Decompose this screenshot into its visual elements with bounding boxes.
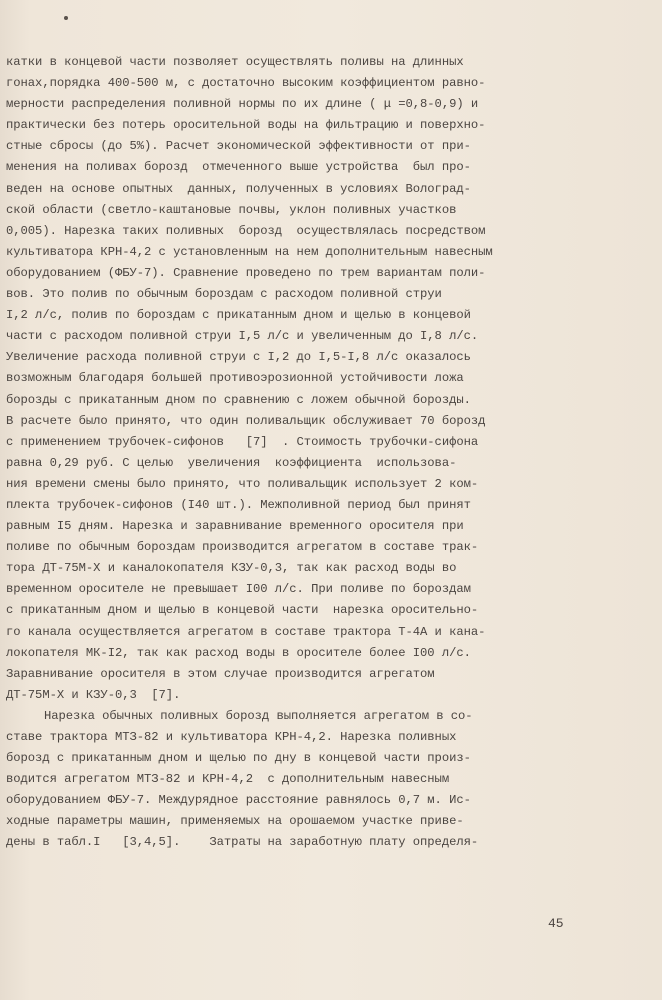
text-line: ходные параметры машин, применяемых на орошаемом участке приве-	[6, 814, 464, 829]
text-line: практически без потерь оросительной воды на фильтрацию и поверхно-	[6, 118, 486, 133]
text-line: равна 0,29 руб. С целью увеличения коэффициента использова-	[6, 455, 457, 470]
text-line: ставе трактора МТЗ-82 и культиватора КРН-4,2. Нарезка поливных	[6, 730, 457, 744]
text-line: с применением трубочек-сифонов [7] . Стоимость трубочки-сифона	[6, 434, 479, 449]
text-line: менения на поливах борозд отмеченного выше устройства был про-	[6, 160, 471, 175]
text-line: локопателя МК-I2, так как расход воды в оросителе более I00 л/с.	[6, 645, 471, 660]
text-line: ДТ-75М-Х и КЗУ-0,3 [7].	[6, 687, 181, 702]
page-number: 45	[548, 916, 564, 931]
text-line: тора ДТ-75М-Х и каналокопателя КЗУ-0,3, так как расход воды во	[6, 561, 457, 576]
text-line: борозд с прикатанным дном и щелью по дну в концевой части произ-	[6, 751, 471, 766]
text-line: гонах,порядка 400-500 м, с достаточно высоким коэффициентом равно-	[6, 76, 486, 91]
text-line: поливе по обычным бороздам производится агрегатом в составе трак-	[6, 540, 479, 555]
text-line: с прикатанным дном и щелью в концевой части нарезка оросительно-	[6, 603, 479, 618]
text-line: борозды с прикатанным дном по сравнению с ложем обычной борозды.	[6, 392, 471, 407]
text-line: возможным благодаря большей противоэрозионной устойчивости ложа	[6, 371, 464, 386]
text-line: веден на основе опытных данных, полученных в условиях Волоград-	[6, 181, 471, 196]
text-line: культиватора КРН-4,2 с установленным на нем дополнительным навесным	[6, 244, 493, 259]
text-line: катки в концевой части позволяет осуществлять поливы на длинных	[6, 55, 464, 69]
text-line: 0,005). Нарезка таких поливных борозд осуществлялась посредством	[6, 223, 486, 238]
text-line: оборудованием (ФБУ-7). Сравнение проведено по трем вариантам поли-	[6, 265, 486, 280]
text-line: дены в табл.I [3,4,5]. Затраты на заработную плату определя-	[6, 835, 479, 850]
text-line: временном оросителе не превышает I00 л/с. При поливе по бороздам	[6, 582, 471, 597]
text-line: ской области (светло-каштановые почвы, уклон поливных участков	[6, 202, 457, 217]
text-line: мерности распределения поливной нормы по их длине ( μ =0,8-0,9) и	[6, 97, 479, 112]
text-line: В расчете было принято, что один поливальщик обслуживает 70 борозд	[6, 413, 486, 428]
text-line: плекта трубочек-сифонов (I40 шт.). Межполивной период был принят	[6, 497, 471, 512]
text-line: Увеличение расхода поливной струи с I,2 до I,5-I,8 л/с оказалось	[6, 350, 471, 365]
text-line: вов. Это полив по обычным бороздам с расходом поливной струи	[6, 287, 442, 302]
scan-speck	[64, 16, 68, 20]
text-line: равным I5 дням. Нарезка и заравнивание временного оросителя при	[6, 519, 464, 534]
text-line: оборудованием ФБУ-7. Междурядное расстояние равнялось 0,7 м. Ис-	[6, 793, 471, 808]
text-line: Заравнивание оросителя в этом случае производится агрегатом	[6, 666, 435, 681]
text-line: водится агрегатом МТЗ-82 и КРН-4,2 с дополнительным навесным	[6, 772, 450, 787]
text-line: I,2 л/с, полив по бороздам с прикатанным дном и щелью в концевой	[6, 308, 471, 323]
text-line: ния времени смены было принято, что поливальщик использует 2 ком-	[6, 476, 479, 491]
body-text	[6, 52, 646, 854]
text-line: го канала осуществляется агрегатом в составе трактора Т-4А и кана-	[6, 624, 486, 639]
text-line: части с расходом поливной струи I,5 л/с и увеличенным до I,8 л/с.	[6, 329, 479, 344]
text-line: Нарезка обычных поливных борозд выполняется агрегатом в со-	[44, 708, 473, 723]
text-line: стные сбросы (до 5%). Расчет экономической эффективности от при-	[6, 139, 471, 154]
